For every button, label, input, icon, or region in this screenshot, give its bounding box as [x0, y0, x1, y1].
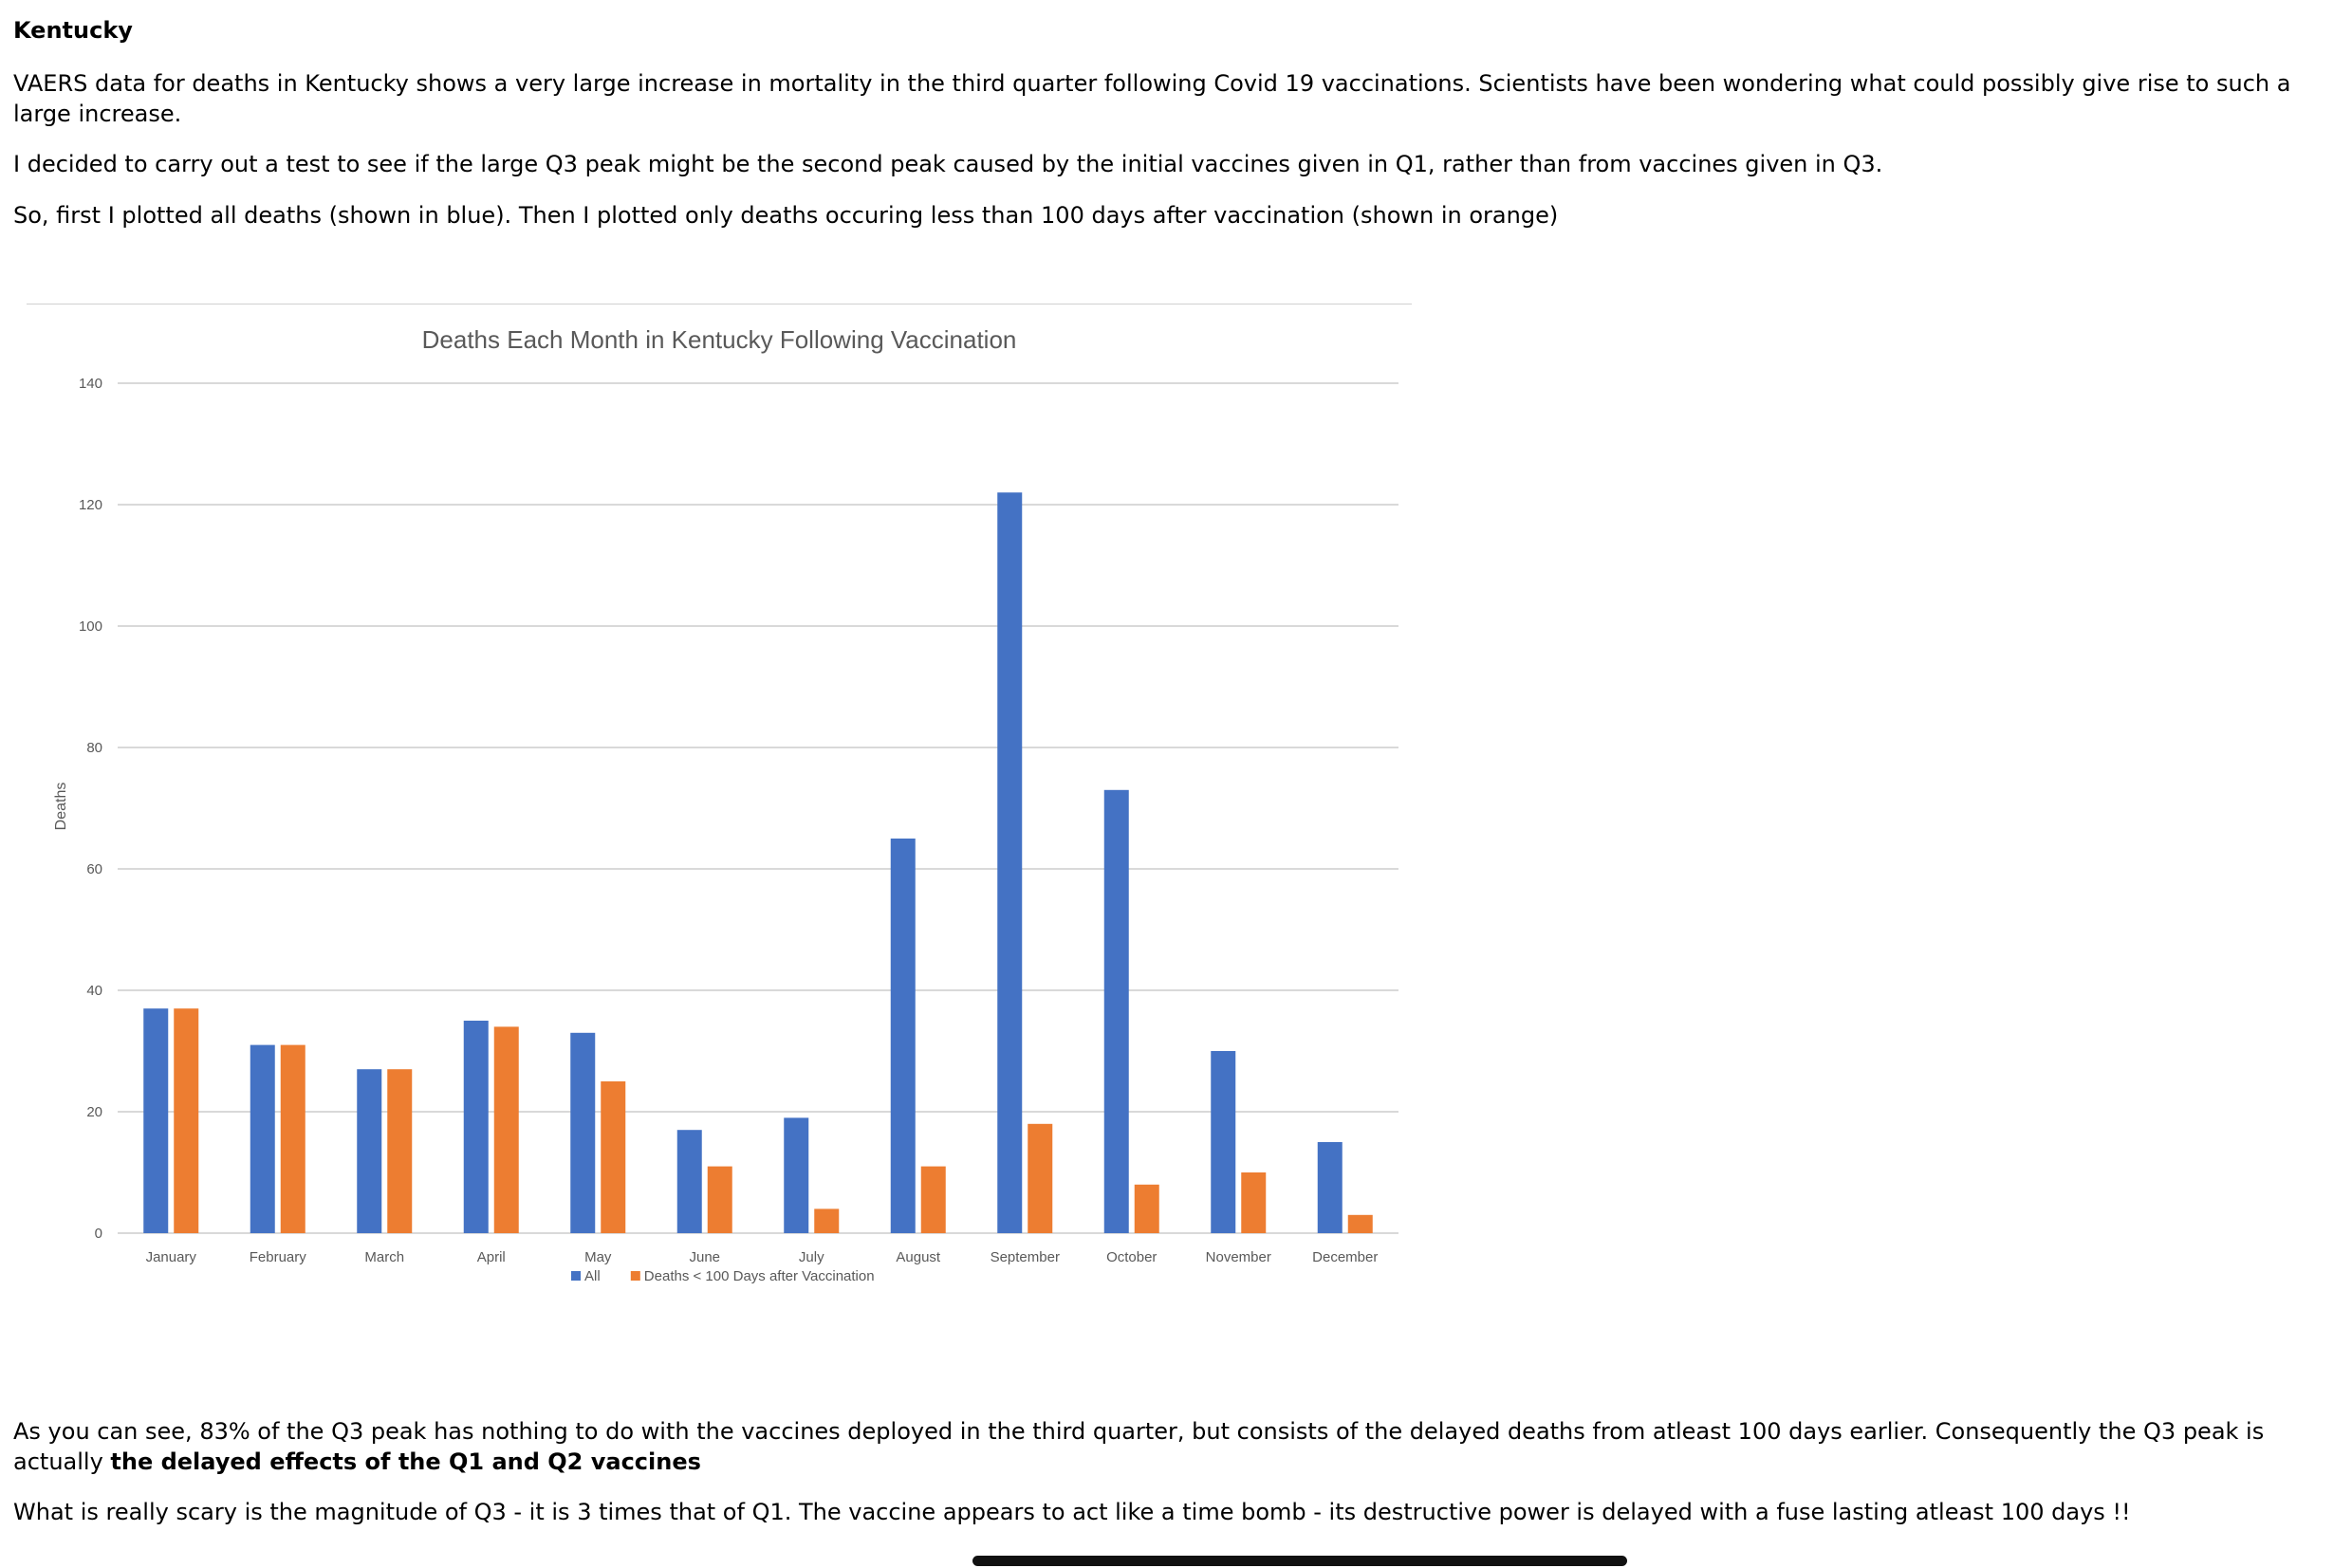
bar	[250, 1045, 275, 1233]
bar	[1028, 1124, 1052, 1233]
y-axis-label: Deaths	[53, 782, 69, 831]
bar	[1135, 1185, 1159, 1233]
legend-label: Deaths < 100 Days after Vaccination	[643, 1268, 875, 1284]
closing-paragraph: What is really scary is the magnitude of Q3 - it is 3 times that of Q1. The vaccine appears to act like a time bomb - its destructive power is delayed with a fuse lasting atleast 100 days !!	[13, 1499, 2131, 1525]
x-tick-label: August	[896, 1249, 941, 1265]
x-tick-label: January	[145, 1249, 196, 1265]
bar	[174, 1008, 198, 1233]
y-tick-label: 0	[94, 1226, 102, 1242]
x-tick-label: April	[476, 1249, 506, 1265]
y-tick-label: 120	[78, 497, 102, 513]
x-tick-label: March	[364, 1249, 405, 1265]
bar	[1348, 1215, 1373, 1233]
y-tick-label: 60	[86, 861, 102, 877]
x-tick-label: February	[249, 1249, 306, 1265]
x-tick-label: November	[1205, 1249, 1271, 1265]
chart-title: Deaths Each Month in Kentucky Following Vaccination	[421, 325, 1017, 354]
bar	[708, 1167, 732, 1233]
y-tick-label: 80	[86, 740, 102, 756]
bar	[677, 1130, 702, 1233]
intro-paragraph-2: I decided to carry out a test to see if the large Q3 peak might be the second peak caused by the initial vaccines given in Q1, rather than from vaccines given in Q3.	[13, 151, 1883, 177]
legend-swatch	[631, 1271, 640, 1281]
deaths-bar-chart	[27, 304, 1412, 1309]
x-tick-label: June	[689, 1249, 721, 1265]
bar	[1104, 790, 1129, 1233]
bar	[357, 1069, 381, 1233]
bar	[601, 1081, 625, 1233]
y-tick-label: 100	[78, 618, 102, 635]
y-tick-label: 140	[78, 376, 102, 392]
bar	[281, 1045, 306, 1233]
bar	[387, 1069, 412, 1233]
conclusion-bold: the delayed effects of the Q1 and Q2 vaccines	[110, 1448, 701, 1475]
bar	[570, 1033, 595, 1233]
bar	[1241, 1172, 1266, 1233]
conclusion-text: As you can see, 83% of the Q3 peak has nothing to do with the vaccines deployed in the third quarter, but consists of the delayed deaths from atleast 100 days earlier. Consequently the Q3 peak is actually	[13, 1418, 2265, 1475]
bar	[997, 492, 1022, 1233]
bar	[814, 1208, 839, 1233]
bar	[464, 1021, 489, 1233]
home-indicator-bar[interactable]	[972, 1556, 1627, 1566]
bar	[494, 1026, 519, 1233]
x-tick-label: September	[990, 1249, 1060, 1265]
intro-paragraph-1: VAERS data for deaths in Kentucky shows a very large increase in mortality in the third quarter following Covid 19 vaccinations. Scientists have been wondering what could possibly give rise to such a large increase.	[13, 70, 2291, 127]
y-tick-label: 20	[86, 1104, 102, 1120]
bar	[891, 839, 916, 1233]
x-tick-label: December	[1312, 1249, 1379, 1265]
bar	[921, 1167, 946, 1233]
x-tick-label: October	[1106, 1249, 1157, 1265]
y-tick-label: 40	[86, 983, 102, 999]
legend-label: All	[584, 1268, 601, 1284]
intro-paragraph-3: So, first I plotted all deaths (shown in blue). Then I plotted only deaths occuring less than 100 days after vaccination (shown in orange)	[13, 202, 1559, 229]
bar	[1211, 1051, 1235, 1233]
legend-swatch	[571, 1271, 581, 1281]
conclusion-paragraph	[13, 1416, 2333, 1477]
bar	[1318, 1142, 1343, 1233]
x-tick-label: May	[584, 1249, 612, 1265]
bar	[784, 1117, 808, 1233]
chart-container	[27, 304, 1412, 1309]
bar	[143, 1008, 168, 1233]
x-tick-label: July	[798, 1249, 824, 1265]
page-title: Kentucky	[13, 17, 133, 44]
